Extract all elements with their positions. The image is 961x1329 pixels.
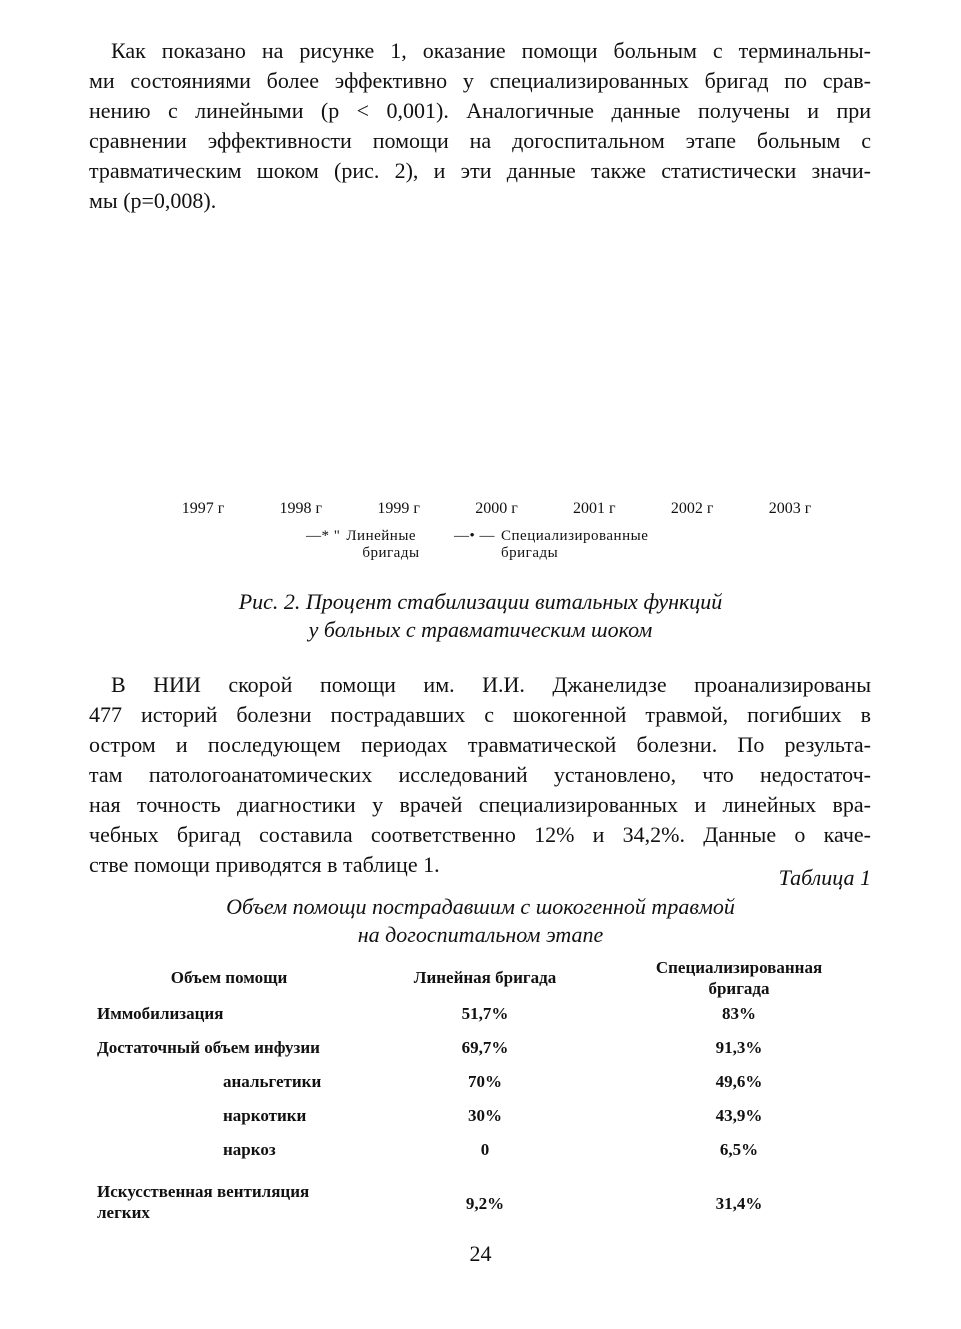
legend-label-linear [346,528,419,562]
table-cell: Иммобилизация [97,1004,224,1023]
table-cell: 9,2% [465,1194,505,1213]
table-title [0,893,961,949]
text-line: стве помощи приводятся в таблице 1. [89,852,440,877]
table-title-line: на догоспитальном этапе [357,922,604,947]
table-cell: 51,7% [461,1004,509,1023]
text-line: остром и последующем периодах травматической болезни. По результа- [89,732,871,757]
table-cell: 49,6% [715,1072,763,1091]
legend-item-linear [306,528,420,562]
table-row [97,1169,867,1222]
table-cell: 70% [468,1072,502,1091]
legend-marker-linear: —* " [306,528,341,544]
aid-volume-table [97,955,867,1222]
table-row [97,1101,867,1135]
table-cell: 6,5% [719,1140,759,1159]
text-line: нению с линейными (p < 0,001). Аналогичные данные получены и при [89,98,871,123]
legend-label-line: бригады [501,545,559,561]
table-cell: Искусственная вентиляция легких [97,1182,310,1222]
figure-caption [0,588,961,644]
x-tick-label: 1999 г [377,500,420,517]
text-line: ми состояниями более эффективно у специализированных бригад по срав- [89,68,871,93]
figure-2-chart [0,200,961,580]
text-line: травматическим шоком (рис. 2), и эти данные также статистически значи- [89,158,871,183]
table-title-line: Объем помощи пострадавшим с шокогенной травмой [226,894,735,919]
research-paragraph [89,670,871,880]
text-line: чебных бригад составила соответственно 12% и 34,2%. Данные о каче- [89,822,871,847]
table-cell: 83% [722,1004,756,1023]
table-cell: 30% [468,1106,502,1125]
text-line: 477 историй болезни пострадавших с шокогенной травмой, погибших в [89,702,871,727]
text-line: В НИИ скорой помощи им. И.И. Джанелидзе проанализированы [111,672,871,697]
text-line: там патологоанатомических исследований установлено, что недостаточ- [89,762,871,787]
legend-label-specialized [501,528,648,562]
table-cell: анальгетики [223,1072,322,1091]
figure-caption-line: Рис. 2. Процент стабилизации витальных функций [238,589,723,614]
chart-plot [0,200,961,580]
table-cell: 69,7% [461,1038,509,1057]
table-cell: 0 [480,1140,490,1159]
text-line: Как показано на рисунке 1, оказание помощи больным с терминальны- [111,38,871,63]
legend-label-line: бригады [362,545,420,561]
table-header-cell: Линейная бригада [413,968,557,987]
table-row [97,999,867,1033]
text-line: ная точность диагностики у врачей специализированных и линейных вра- [89,792,871,817]
table-cell: наркотики [223,1106,307,1125]
table-label: Таблица 1 [778,865,871,890]
table-cell: 43,9% [715,1106,763,1125]
x-tick-label: 2000 г [475,500,518,517]
legend-label-line: Линейные [346,528,417,544]
intro-paragraph [89,36,871,216]
table-header-row [97,955,867,999]
text-line: мы (p=0,008). [89,188,217,213]
page-number: 24 [469,1241,492,1266]
table-row [97,1135,867,1169]
table-cell: наркоз [223,1140,276,1159]
table-cell: 31,4% [715,1194,763,1213]
figure-caption-line: у больных с травматическим шоком [308,617,653,642]
x-tick-label: 1997 г [181,500,225,517]
x-tick-label: 2001 г [573,500,616,517]
x-tick-label: 2003 г [768,500,812,517]
text-line: сравнении эффективности помощи на догоспитальном этапе больным с [89,128,871,153]
table-row [97,1033,867,1067]
table-header-cell: Специализированная бригада [655,958,823,998]
legend-item-specialized [454,528,648,562]
x-tick-label: 2002 г [670,500,714,517]
table-header-cell: Объем помощи [170,968,288,987]
x-tick-label: 1998 г [279,500,323,517]
table-cell: Достаточный объем инфузии [97,1038,320,1057]
table-cell: 91,3% [715,1038,763,1057]
legend-marker-specialized: —• — [454,528,496,544]
legend-label-line: Специализированные [501,528,649,544]
table-row [97,1067,867,1101]
